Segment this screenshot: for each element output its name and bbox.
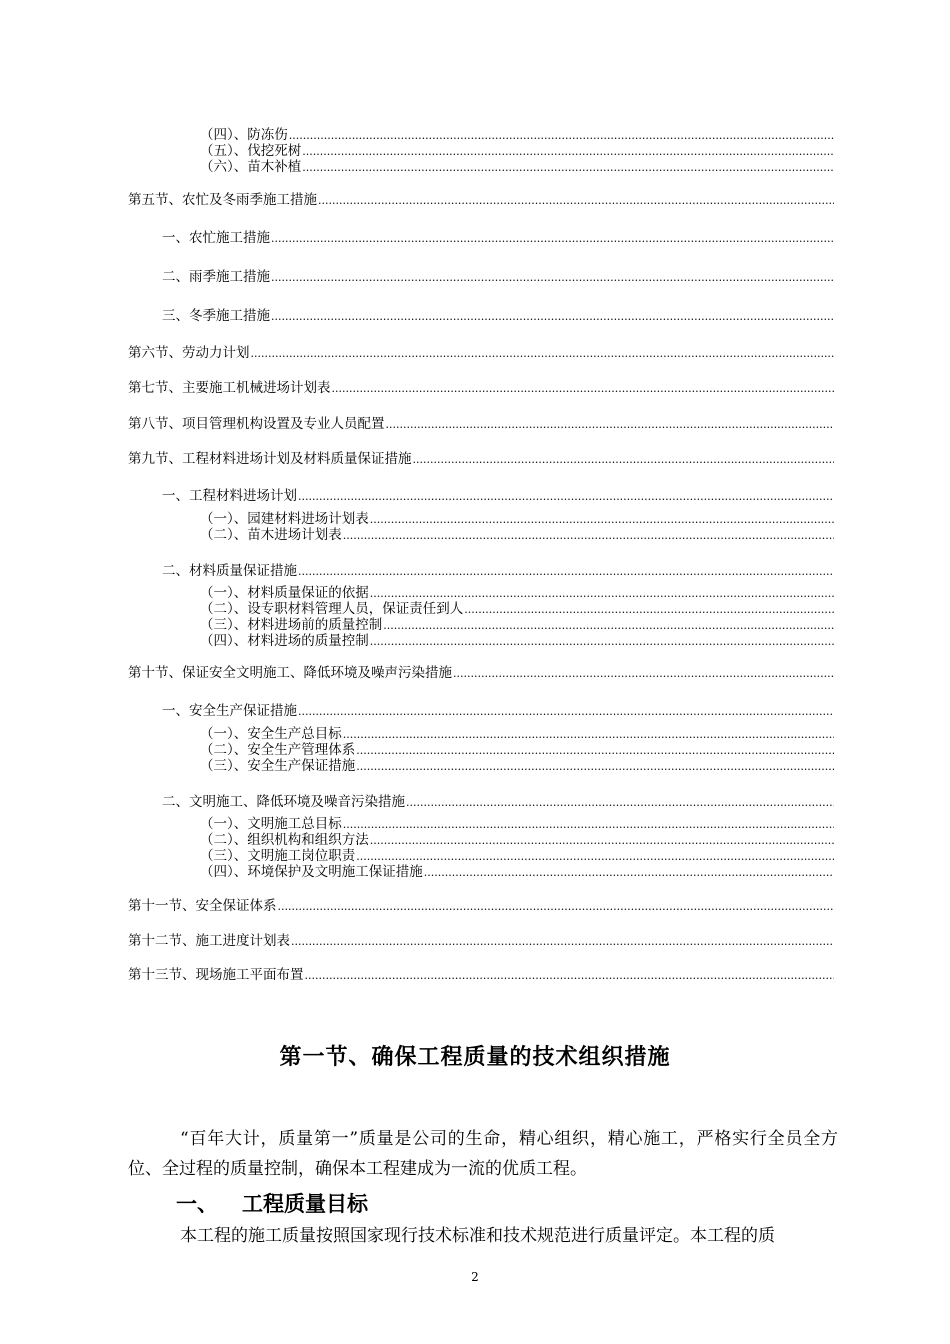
- toc-entry-text: （六）、苗木补植: [200, 159, 302, 175]
- toc-entry[interactable]: [200, 617, 834, 634]
- toc-entry[interactable]: [200, 742, 834, 759]
- toc-leader-dots: [386, 416, 835, 433]
- toc-entry-text: 一、安全生产保证措施: [162, 703, 297, 719]
- section-title: 第一节、确保工程质量的技术组织措施: [279, 1045, 671, 1070]
- toc-entry[interactable]: [128, 665, 834, 682]
- toc-entry-text: （四）、环境保护及文明施工保证措施: [200, 864, 423, 880]
- toc-entry-text: （四）、防冻伤: [200, 127, 288, 143]
- toc-leader-dots: [343, 816, 834, 833]
- toc-entry-text: （三）、材料进场前的质量控制: [200, 617, 383, 633]
- toc-entry-text: 三、冬季施工措施: [162, 308, 270, 324]
- toc-leader-dots: [271, 308, 834, 325]
- toc-entry[interactable]: [200, 527, 834, 544]
- toc-leader-dots: [343, 527, 834, 544]
- toc-leader-dots: [406, 794, 834, 811]
- toc-entry[interactable]: [128, 967, 834, 984]
- toc-entry[interactable]: [162, 563, 834, 580]
- toc-entry[interactable]: [128, 898, 834, 915]
- toc-entry-text: 二、材料质量保证措施: [162, 563, 297, 579]
- toc-entry[interactable]: [200, 143, 834, 160]
- toc-entry-text: （三）、安全生产保证措施: [200, 758, 356, 774]
- toc-entry[interactable]: [162, 488, 834, 505]
- toc-entry-text: （二）、组织机构和组织方法: [200, 832, 369, 848]
- toc-entry-text: 一、农忙施工措施: [162, 230, 270, 246]
- toc-entry[interactable]: [200, 601, 834, 618]
- toc-entry[interactable]: [128, 933, 834, 950]
- subheading-text: 工程质量目标: [242, 1192, 368, 1216]
- toc-entry-text: （一）、安全生产总目标: [200, 726, 342, 742]
- toc-leader-dots: [356, 758, 834, 775]
- toc-entry-text: （三）、文明施工岗位职责: [200, 848, 356, 864]
- toc-leader-dots: [305, 967, 835, 984]
- toc-entry[interactable]: [162, 269, 834, 286]
- toc-entry-text: （一）、文明施工总目标: [200, 816, 342, 832]
- toc-entry-text: 第六节、劳动力计划: [128, 345, 250, 361]
- toc-leader-dots: [251, 345, 835, 362]
- toc-leader-dots: [332, 380, 835, 397]
- toc-entry-text: 第八节、项目管理机构设置及专业人员配置: [128, 416, 385, 432]
- toc-entry[interactable]: [200, 816, 834, 833]
- toc-leader-dots: [383, 617, 834, 634]
- toc-leader-dots: [278, 898, 835, 915]
- toc-leader-dots: [413, 451, 835, 468]
- toc-leader-dots: [302, 159, 834, 176]
- toc-leader-dots: [302, 143, 834, 160]
- toc-entry[interactable]: [200, 832, 834, 849]
- toc-entry-text: 第十三节、现场施工平面布置: [128, 967, 304, 983]
- toc-leader-dots: [464, 601, 834, 618]
- toc-entry[interactable]: [200, 585, 834, 602]
- toc-entry[interactable]: [200, 726, 834, 743]
- toc-entry[interactable]: [162, 794, 834, 811]
- toc-entry[interactable]: [200, 848, 834, 865]
- toc-leader-dots: [356, 742, 834, 759]
- toc-entry-text: 第五节、农忙及冬雨季施工措施: [128, 192, 317, 208]
- toc-entry-text: 第十节、保证安全文明施工、降低环境及噪声污染措施: [128, 665, 452, 681]
- toc-entry[interactable]: [128, 192, 834, 209]
- toc-entry-text: 二、雨季施工措施: [162, 269, 270, 285]
- toc-leader-dots: [271, 269, 834, 286]
- intro-paragraph: “百年大计，质量第一”质量是公司的生命，精心组织，精心施工，严格实行全员全方位、全过程的质量控制，确保本工程建成为一流的优质工程。: [128, 1129, 838, 1179]
- toc-leader-dots: [298, 703, 834, 720]
- toc-entry-text: 第七节、主要施工机械进场计划表: [128, 380, 331, 396]
- toc-leader-dots: [298, 488, 834, 505]
- toc-leader-dots: [291, 933, 834, 950]
- toc-leader-dots: [370, 511, 834, 528]
- toc-leader-dots: [356, 848, 834, 865]
- subheading: [176, 1188, 368, 1218]
- toc-entry-text: （一）、材料质量保证的依据: [200, 585, 369, 601]
- toc-entry-text: （一）、园建材料进场计划表: [200, 511, 369, 527]
- toc-entry[interactable]: [200, 511, 834, 528]
- toc-leader-dots: [453, 665, 834, 682]
- toc-entry-text: （二）、苗木进场计划表: [200, 527, 342, 543]
- toc-entry-text: 二、文明施工、降低环境及噪音污染措施: [162, 794, 405, 810]
- toc-leader-dots: [370, 633, 834, 650]
- toc-entry[interactable]: [200, 127, 834, 144]
- toc-entry-text: 第十二节、施工进度计划表: [128, 933, 290, 949]
- toc-entry[interactable]: [128, 416, 834, 433]
- toc-entry-text: 一、工程材料进场计划: [162, 488, 297, 504]
- toc-entry[interactable]: [162, 703, 834, 720]
- toc-entry[interactable]: [200, 633, 834, 650]
- toc-entry-text: （二）、安全生产管理体系: [200, 742, 356, 758]
- toc-entry[interactable]: [128, 345, 834, 362]
- subheading-number: 一、: [176, 1192, 218, 1216]
- toc-entry[interactable]: [162, 230, 834, 247]
- toc-entry[interactable]: [128, 451, 834, 468]
- body-paragraph: 本工程的施工质量按照国家现行技术标准和技术规范进行质量评定。本工程的质: [180, 1226, 775, 1246]
- toc-entry-text: 第十一节、安全保证体系: [128, 898, 277, 914]
- toc-leader-dots: [318, 192, 834, 209]
- toc-entry-text: 第九节、工程材料进场计划及材料质量保证措施: [128, 451, 412, 467]
- toc-entry-text: （二）、设专职材料管理人员，保证责任到人: [200, 601, 464, 617]
- page-number: 2: [471, 1270, 479, 1284]
- toc-leader-dots: [271, 230, 834, 247]
- toc-leader-dots: [370, 585, 834, 602]
- toc-entry[interactable]: [200, 758, 834, 775]
- toc-leader-dots: [298, 563, 834, 580]
- toc-entry[interactable]: [200, 159, 834, 176]
- toc-entry[interactable]: [162, 308, 834, 325]
- toc-leader-dots: [343, 726, 834, 743]
- toc-entry[interactable]: [200, 864, 834, 881]
- toc-entry[interactable]: [128, 380, 834, 397]
- toc-leader-dots: [289, 127, 834, 144]
- toc-leader-dots: [370, 832, 834, 849]
- toc-leader-dots: [424, 864, 834, 881]
- toc-entry-text: （四）、材料进场的质量控制: [200, 633, 369, 649]
- toc-entry-text: （五）、伐挖死树: [200, 143, 302, 159]
